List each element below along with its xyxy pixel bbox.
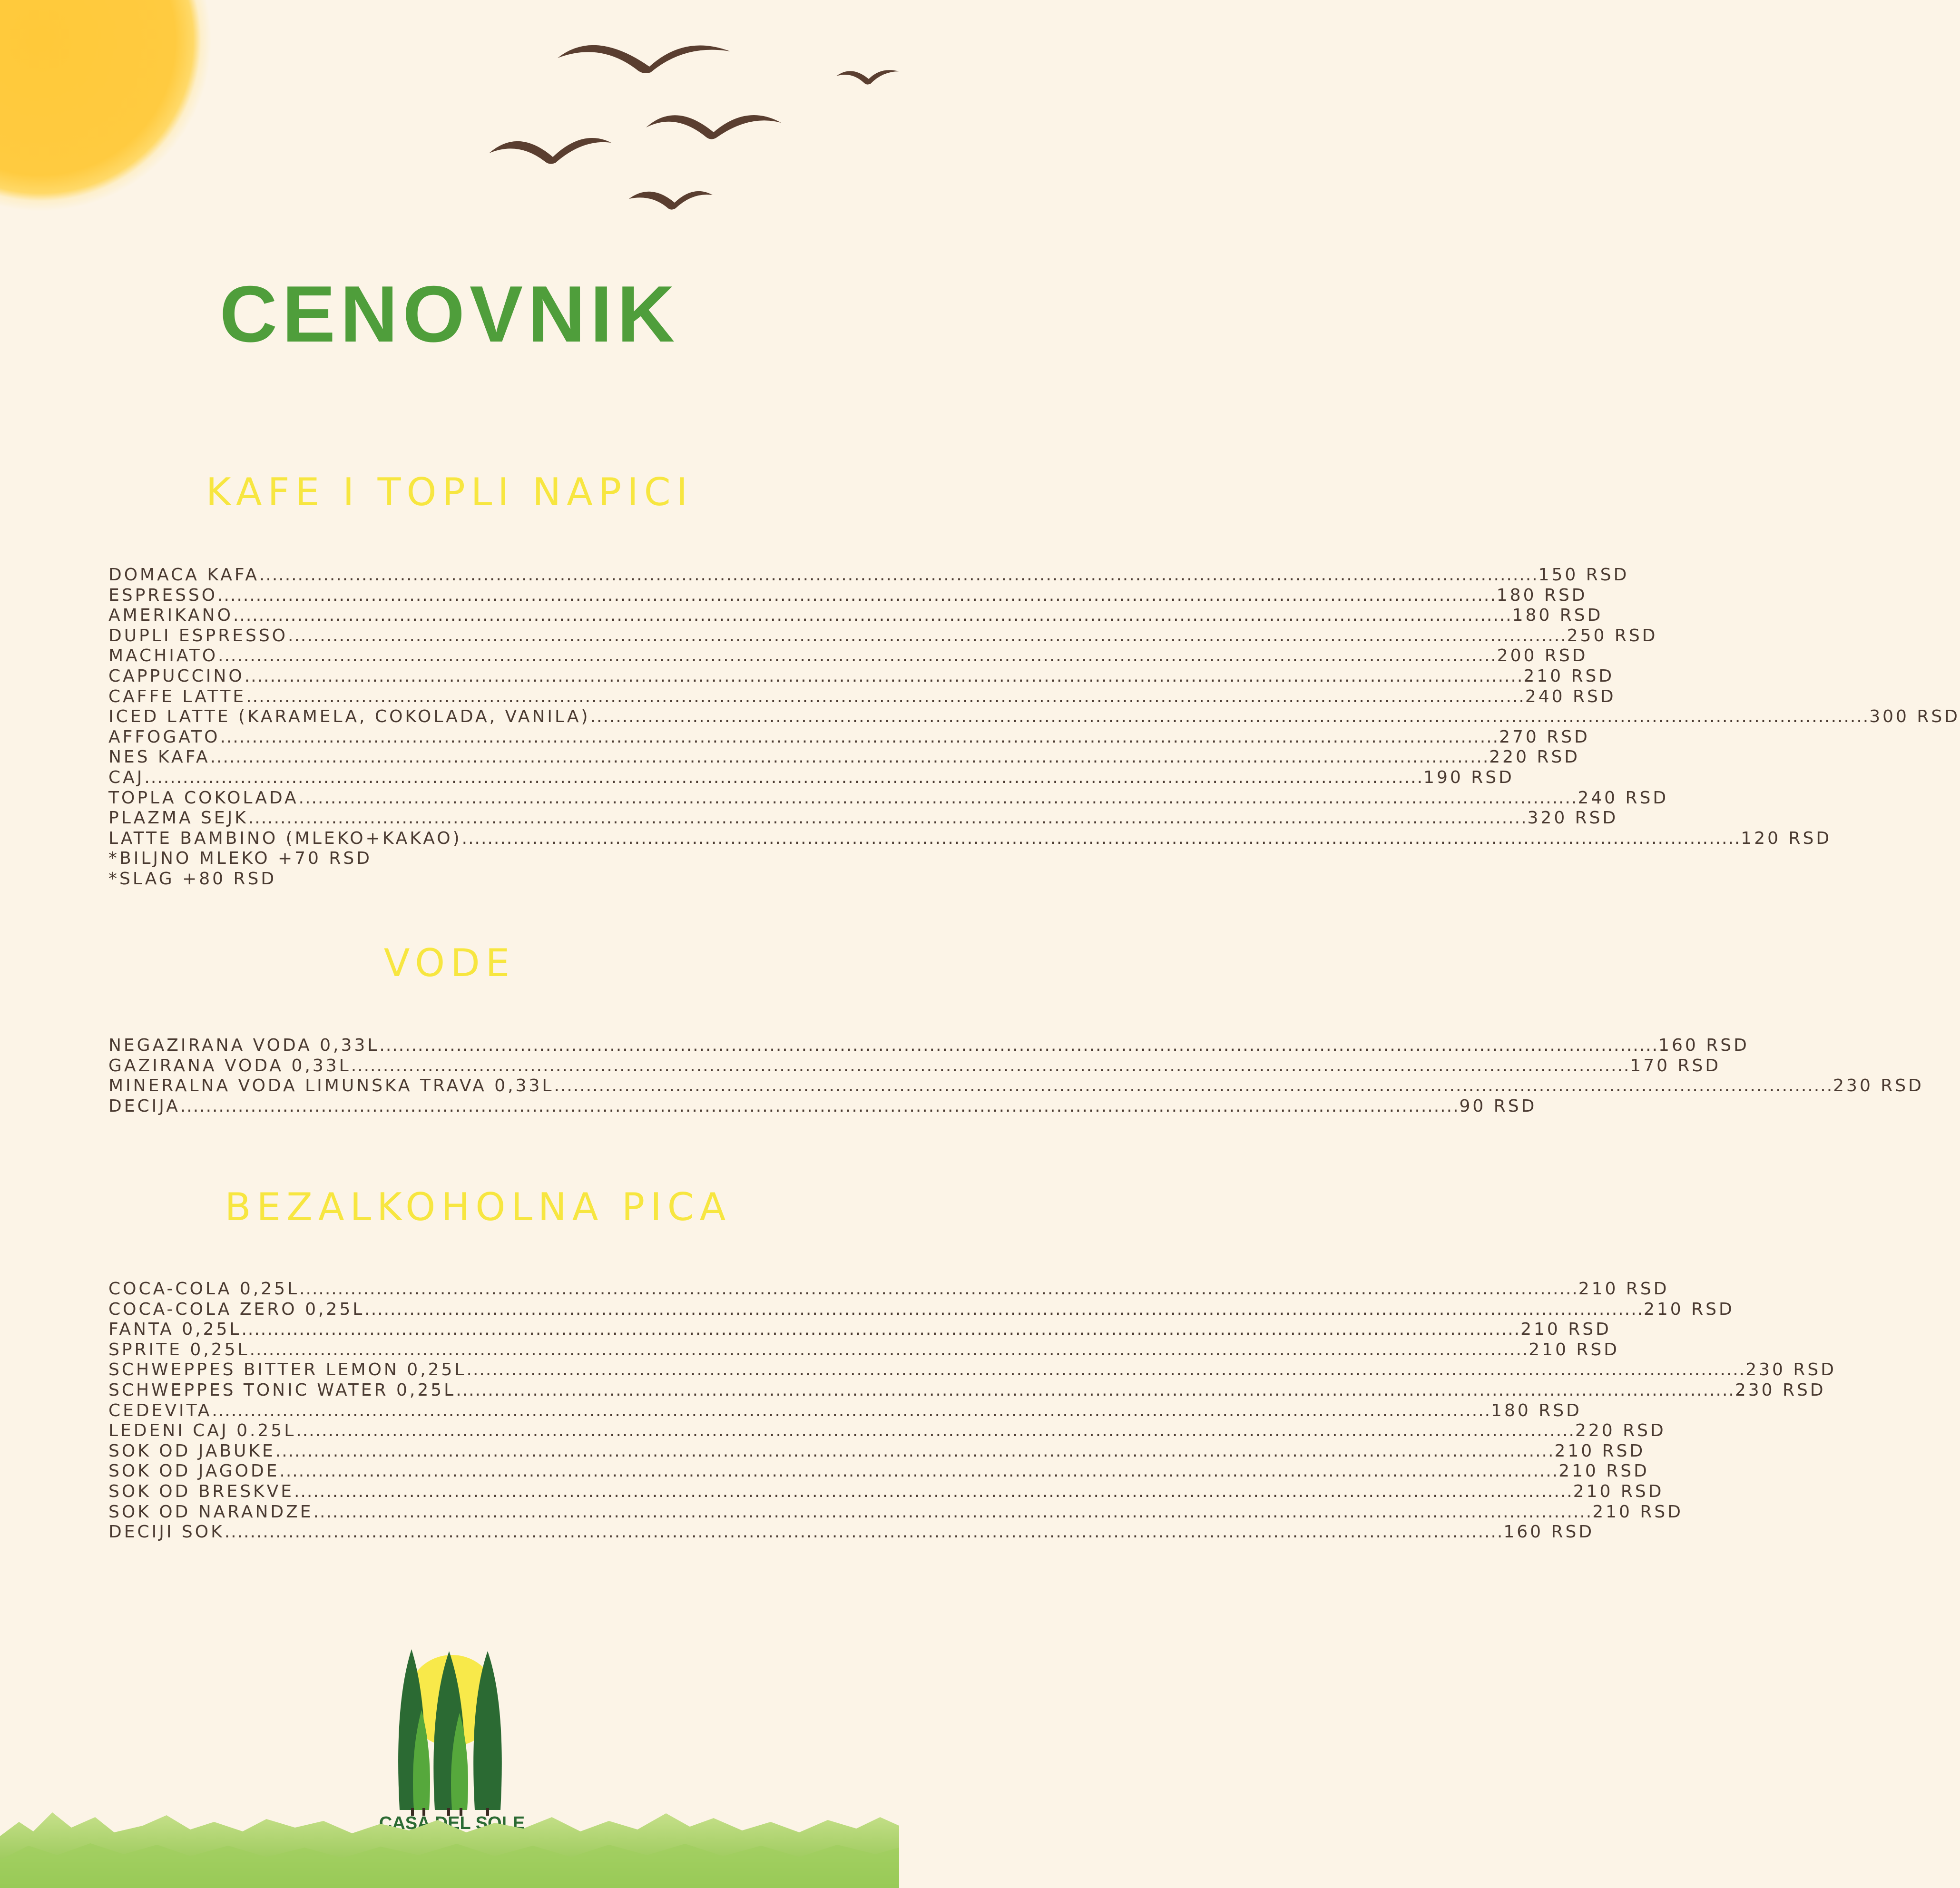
section-title-bezalkoholna: BEZALKOHOLNA PICA	[225, 1185, 732, 1229]
menu-item	[108, 1036, 1749, 1056]
menu-item-price: 180 RSD	[1512, 606, 1603, 626]
grass-border	[0, 1798, 899, 1888]
dot-leader: ........................................................................................................................................................................................................	[364, 1299, 1644, 1319]
menu-item-name: LEDENI CAJ 0.25L	[108, 1421, 296, 1441]
menu-item-price: 210 RSD	[1573, 1481, 1664, 1501]
menu-item	[108, 1380, 1826, 1401]
menu-item-name: AFFOGATO	[108, 727, 220, 747]
menu-item-name: LATTE BAMBINO (MLEKO+KAKAO)	[108, 828, 462, 848]
dot-leader: ........................................................................................................................................................................................................	[210, 747, 1490, 767]
menu-item	[108, 1360, 1836, 1380]
dot-leader: ........................................................................................................................................................................................................	[180, 1096, 1460, 1116]
menu-item	[108, 1320, 1611, 1340]
menu-item	[108, 1461, 1649, 1482]
menu-item-price: 210 RSD	[1578, 1279, 1669, 1299]
menu-item-price: 210 RSD	[1523, 666, 1615, 686]
menu-item-price: 240 RSD	[1578, 788, 1669, 808]
menu-item-price: 220 RSD	[1575, 1421, 1666, 1441]
menu-item	[108, 666, 1615, 687]
menu-item-name: NES KAFA	[108, 747, 210, 767]
birds-decoration	[0, 0, 899, 219]
menu-item-price: 210 RSD	[1558, 1461, 1649, 1481]
menu-item	[108, 707, 1960, 727]
dot-leader: ........................................................................................................................................................................................................	[249, 1340, 1529, 1360]
menu-item	[108, 788, 1669, 809]
bird-icon	[836, 70, 899, 84]
bird-icons	[489, 45, 899, 210]
menu-item-price: 230 RSD	[1833, 1076, 1924, 1096]
menu-item-price: 200 RSD	[1497, 646, 1588, 666]
menu-item-name: COCA-COLA 0,25L	[108, 1279, 300, 1299]
menu-item-price: 210 RSD	[1529, 1340, 1620, 1360]
menu-item-price: 180 RSD	[1491, 1400, 1582, 1420]
menu-item	[108, 808, 1618, 829]
menu-note: *SLAG +80 RSD	[108, 869, 277, 889]
menu-item	[108, 767, 1514, 788]
menu-item	[108, 1502, 1683, 1523]
dot-leader: ........................................................................................................................................................................................................	[212, 1400, 1491, 1420]
menu-item-name: GAZIRANA VODA 0,33L	[108, 1056, 351, 1076]
menu-item-price: 120 RSD	[1741, 828, 1832, 848]
dot-leader: ........................................................................................................................................................................................................	[144, 767, 1424, 787]
menu-item-name: ICED LATTE (KARAMELA, COKOLADA, VANILA)	[108, 707, 590, 727]
menu-item-price: 180 RSD	[1496, 585, 1588, 605]
menu-item	[108, 727, 1590, 748]
menu-item-name: DECIJA	[108, 1096, 180, 1116]
menu-item-name: TOPLA COKOLADA	[108, 788, 299, 808]
dot-leader: ........................................................................................................................................................................................................	[456, 1380, 1735, 1400]
menu-item	[108, 1400, 1582, 1421]
bird-icon	[558, 45, 730, 73]
menu-item-price: 230 RSD	[1745, 1360, 1836, 1380]
menu-item-name: SCHWEPPES BITTER LEMON 0,25L	[108, 1360, 467, 1380]
menu-item-price: 160 RSD	[1658, 1036, 1749, 1055]
menu-item-name: DOMACA KAFA	[108, 565, 259, 585]
menu-item	[108, 1299, 1735, 1320]
dot-leader: ........................................................................................................................................................................................................	[244, 666, 1524, 686]
menu-item-name: MACHIATO	[108, 646, 218, 666]
menu-note: *BILJNO MLEKO +70 RSD	[108, 849, 372, 869]
dot-leader: ........................................................................................................................................................................................................	[590, 707, 1870, 727]
menu-item-name: PLAZMA SEJK	[108, 808, 248, 828]
menu-item	[108, 565, 1629, 586]
dot-leader: ........................................................................................................................................................................................................	[218, 646, 1497, 666]
dot-leader: ........................................................................................................................................................................................................	[220, 727, 1499, 747]
menu-item	[108, 626, 1658, 646]
bird-icon	[646, 115, 781, 139]
logo-text: CASA DEL SOLE	[379, 1813, 525, 1833]
menu-item-name: DECIJI SOK	[108, 1522, 225, 1542]
menu-item	[108, 1522, 1595, 1543]
dot-leader: ........................................................................................................................................................................................................	[259, 565, 1539, 585]
menu-item-price: 270 RSD	[1499, 727, 1590, 747]
menu-item-name: ESPRESSO	[108, 585, 218, 605]
dot-leader: ........................................................................................................................................................................................................	[233, 606, 1512, 626]
menu-item-price: 320 RSD	[1527, 808, 1618, 828]
menu-item-price: 210 RSD	[1643, 1299, 1735, 1319]
dot-leader: ........................................................................................................................................................................................................	[224, 1522, 1504, 1542]
menu-item-name: FANTA 0,25L	[108, 1320, 242, 1340]
menu-item	[108, 686, 1616, 707]
dot-leader: ........................................................................................................................................................................................................	[379, 1036, 1659, 1055]
menu-item-name: SOK OD NARANDZE	[108, 1502, 314, 1522]
bird-icon	[629, 191, 713, 210]
menu-item	[108, 1056, 1721, 1076]
section-title-kafe: KAFE I TOPLI NAPICI	[206, 470, 694, 514]
menu-item-price: 170 RSD	[1630, 1056, 1721, 1076]
dot-leader: ........................................................................................................................................................................................................	[313, 1502, 1593, 1522]
dot-leader: ........................................................................................................................................................................................................	[461, 828, 1741, 848]
menu-item	[108, 1076, 1924, 1096]
menu-item-name: CEDEVITA	[108, 1400, 212, 1420]
menu-item-price: 230 RSD	[1735, 1380, 1826, 1400]
dot-leader: ........................................................................................................................................................................................................	[351, 1056, 1630, 1076]
menu-list-bezalkoholna	[108, 1279, 1836, 1543]
menu-item-price: 240 RSD	[1525, 686, 1616, 706]
dot-leader: ........................................................................................................................................................................................................	[296, 1421, 1575, 1441]
menu-item-price: 160 RSD	[1503, 1522, 1595, 1542]
dot-leader: ........................................................................................................................................................................................................	[217, 585, 1497, 605]
dot-leader: ........................................................................................................................................................................................................	[241, 1320, 1521, 1340]
menu-item	[108, 1441, 1646, 1462]
menu-item-name: SOK OD JAGODE	[108, 1461, 280, 1481]
menu-item	[108, 1096, 1537, 1117]
menu-item-name: SPRITE 0,25L	[108, 1340, 250, 1360]
menu-item-name: SOK OD BRESKVE	[108, 1481, 294, 1501]
bird-icon	[489, 138, 611, 164]
dot-leader: ........................................................................................................................................................................................................	[279, 1461, 1559, 1481]
menu-item-price: 190 RSD	[1423, 767, 1514, 787]
menu-item-name: CAFFE LATTE	[108, 686, 246, 706]
menu-item	[108, 1340, 1620, 1360]
menu-item	[108, 606, 1603, 626]
menu-item	[108, 585, 1588, 606]
menu-item-price: 210 RSD	[1592, 1502, 1683, 1522]
menu-item-name: SOK OD JABUKE	[108, 1441, 275, 1461]
section-title-vode: VODE	[383, 941, 516, 985]
dot-leader: ........................................................................................................................................................................................................	[275, 1441, 1555, 1461]
menu-item-price: 250 RSD	[1567, 626, 1658, 646]
dot-leader: ........................................................................................................................................................................................................	[294, 1481, 1573, 1501]
dot-leader: ........................................................................................................................................................................................................	[288, 626, 1567, 646]
dot-leader: ........................................................................................................................................................................................................	[246, 686, 1525, 706]
menu-item	[108, 1481, 1664, 1502]
menu-item-price: 220 RSD	[1489, 747, 1580, 767]
menu-item	[108, 747, 1580, 768]
dot-leader: ........................................................................................................................................................................................................	[248, 808, 1528, 828]
menu-item-price: 300 RSD	[1869, 707, 1960, 727]
menu-list-vode	[108, 1036, 1924, 1116]
menu-item-name: COCA-COLA ZERO 0,25L	[108, 1299, 365, 1319]
menu-item-name: CAPPUCCINO	[108, 666, 245, 686]
menu-item-name: MINERALNA VODA LIMUNSKA TRAVA 0,33L	[108, 1076, 554, 1096]
menu-list-kafe	[108, 565, 1960, 890]
menu-item-name: AMERIKANO	[108, 606, 233, 626]
menu-item-price: 90 RSD	[1459, 1096, 1537, 1116]
menu-item-name: CAJ	[108, 767, 145, 787]
dot-leader: ........................................................................................................................................................................................................	[299, 1279, 1578, 1299]
menu-item-price: 210 RSD	[1554, 1441, 1646, 1461]
menu-item-name: DUPLI ESPRESSO	[108, 626, 288, 646]
menu-item-price: 210 RSD	[1520, 1320, 1611, 1340]
menu-item	[108, 828, 1832, 849]
menu-item-name: SCHWEPPES TONIC WATER 0,25L	[108, 1380, 456, 1400]
dot-leader: ........................................................................................................................................................................................................	[554, 1076, 1833, 1096]
menu-item	[108, 1279, 1669, 1300]
dot-leader: ........................................................................................................................................................................................................	[298, 788, 1578, 808]
menu-item-name: NEGAZIRANA VODA 0,33L	[108, 1036, 380, 1055]
menu-item	[108, 646, 1588, 666]
menu-item	[108, 1421, 1666, 1441]
dot-leader: ........................................................................................................................................................................................................	[466, 1360, 1746, 1380]
menu-item-price: 150 RSD	[1538, 565, 1629, 585]
page-title: CENOVNIK	[219, 269, 680, 359]
